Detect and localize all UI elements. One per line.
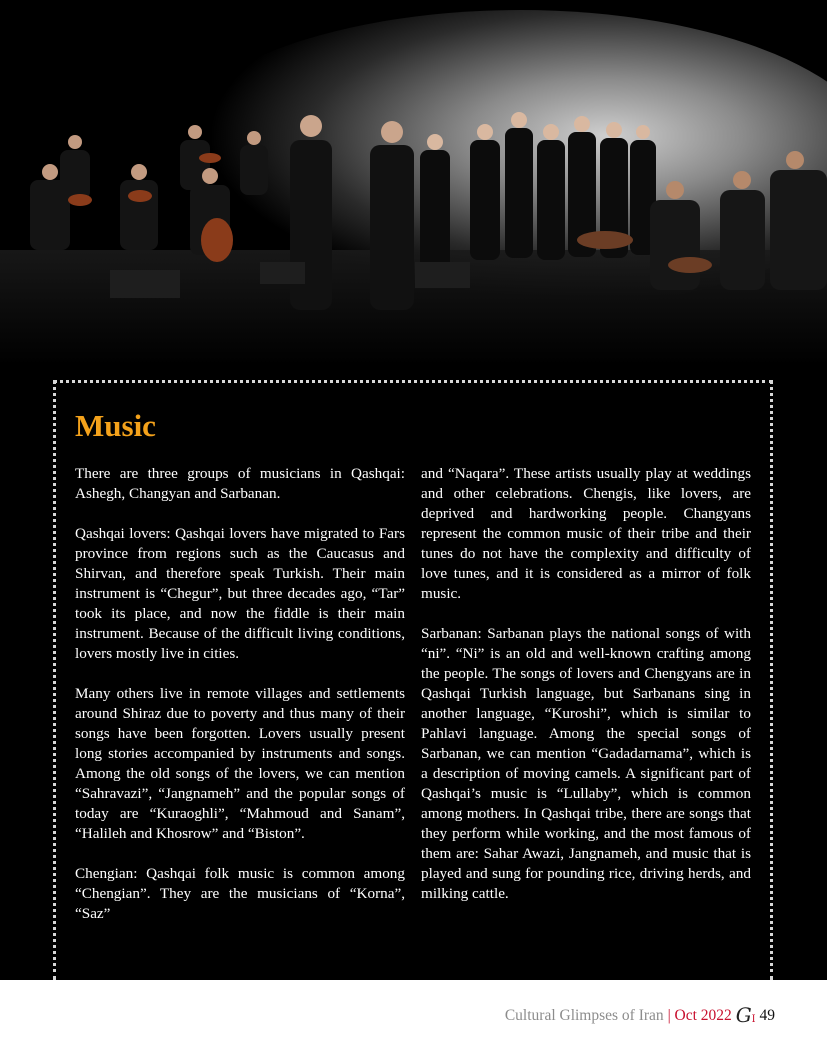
right-column [421,464,751,924]
section-heading: Music [75,408,156,443]
publication-name: Cultural Glimpses of Iran [504,1007,664,1024]
paragraph: and “Naqara”. These artists usually play at weddings and other celebrations. Chengis, like lovers, are deprived and hardworking people. Changyans represent the common music of their tribe and their tunes do not have the complexity and difficulty of love tunes, and it is considered as a mirror of folk music. [421,465,751,602]
paragraph: Qashqai lovers: Qashqai lovers have migrated to Fars province from regions such as the Caucasus and Shirvan, and therefore speak Turkish. Their main instrument is “Chegur”, but three decades ago, “Tar” took its place, and now the fiddle is their main instrument. Because of the difficult living conditions, lovers mostly live in cities. [75,525,405,662]
paragraph: Many others live in remote villages and settlements around Shiraz due to poverty and thus many of their songs have been forgotten. Lovers usually present long stories accompanied by instruments and songs. Among the old songs of the lovers, we can mention “Sahravazi”, “Jangnameh” and the popular songs of today are “Kuraoghli”, “Mahmoud and Sanam”, “Halileh and Khosrow” and “Biston”. [75,685,405,842]
footer-separator: | [667,1007,671,1024]
magazine-logo-icon [736,1003,756,1027]
issue-date: Oct 2022 [674,1007,732,1024]
paragraph: Sarbanan: Sarbanan plays the national songs of with “ni”. “Ni” is an old and well-known crafting among the people. The songs of lovers and Chengyans are in Qashqai Turkish language, but Sarbanans sing in another language, “Kuroshi”, which is similar to Pahlavi language. Among the special songs of Sarbanan, we can mention “Gadadarnama”, which is a description of moving camels. A significant part of Qashqai’s music is “Lullaby”, which is common among mothers. In Qashqai tribe, there are songs that they perform while working, and the most famous of them are: Sahar Awazi, Jangnameh, and music that is played and sung for pounding rice, driving herds, and milking cattle. [421,625,751,902]
paragraph: Chengian: Qashqai folk music is common among “Chengian”. They are the musicians of “Korna”, “Saz” [75,865,405,922]
left-column [75,464,405,944]
page-number: 49 [759,1007,775,1024]
page-footer [505,1001,775,1025]
logo-sub-letter: I [751,1014,756,1025]
logo-letter: G [735,1003,752,1027]
orchestra-photo [0,0,827,365]
paragraph: There are three groups of musicians in Qashqai: Ashegh, Changyan and Sarbanan. [75,465,405,502]
